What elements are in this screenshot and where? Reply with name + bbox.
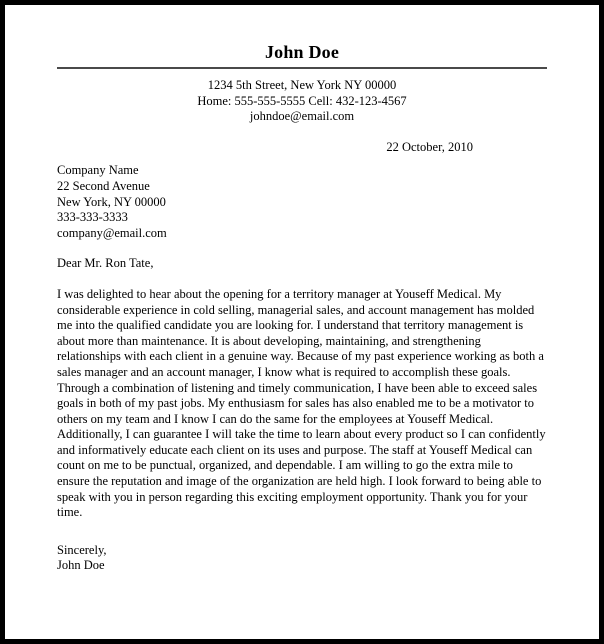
closing-sincerely: Sincerely, (57, 542, 107, 557)
letter-date: 22 October, 2010 (386, 139, 473, 154)
letter-body-paragraph: I was delighted to hear about the opening for a territory manager at Youseff Medical. My considerable experience in cold selling, managerial sales, and account management has molded me into the qualified candidate you are looking for. I understand that territory management is about more than maintenance. It is about developing, maintaining, and strengthening relationships with each client in a genuine way. Because of my past experience working as both a sales manager and an account manager, I know what is required to accomplish these goals. Through a combination of listening and timely communication, I have been able to exceed sales goals in both of my past jobs. My enthusiasm for sales has also enabled me to be a motivator to others on my team and I know I can do the same for the employees at Youseff Medical. Additionally, I can guarantee I will take the time to learn about every product so I can confidently and informatively educate each client on its uses and purpose. The staff at Youseff Medical can count on me to be punctual, organized, and dependable. I am willing to go the extra mile to ensure the reputation and image of the organization are held high. I look forward to being able to speak with you in person regarding this exciting employment opportunity. Thank you for your time. (57, 286, 546, 520)
sender-phone-numbers: Home: 555-555-5555 Cell: 432-123-4567 (197, 93, 407, 108)
recipient-address-block (57, 163, 547, 241)
title-divider-rule (57, 67, 547, 69)
sender-street-address: 1234 5th Street, New York NY 00000 (207, 78, 397, 92)
sender-contact-block (57, 78, 547, 125)
recipient-phone: 333-333-3333 (57, 210, 128, 225)
letter-page (5, 5, 599, 639)
closing-block (57, 543, 547, 574)
salutation: Dear Mr. Ron Tate, (57, 256, 154, 271)
sender-email: johndoe@email.com (249, 109, 355, 124)
recipient-street: 22 Second Avenue (57, 178, 150, 193)
letter-author-name-title: John Doe (264, 42, 340, 62)
signature-name: John Doe (57, 558, 105, 573)
recipient-email: company@email.com (57, 225, 167, 240)
recipient-company-name: Company Name (57, 163, 139, 178)
recipient-city: New York, NY 00000 (57, 194, 166, 209)
